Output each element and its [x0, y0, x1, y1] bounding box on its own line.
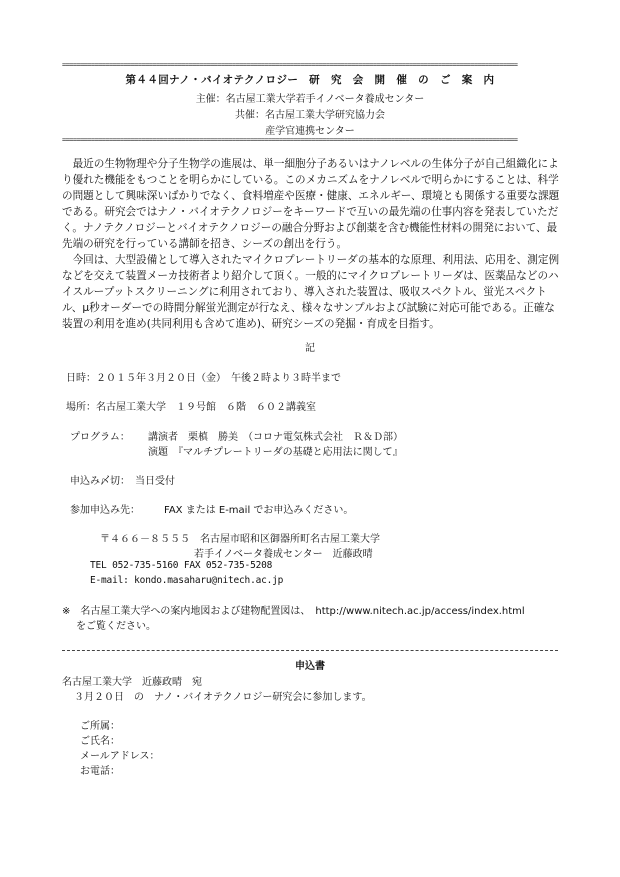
program-label: プログラム：	[70, 432, 130, 443]
office-contact: 若手イノベータ養成センター 近藤政晴	[194, 549, 373, 560]
access-note: ※ 名古屋工業大学への案内地図および建物配置図は、 http://www.nitech.ac.jp/access/index.html	[62, 606, 525, 617]
header-bottom-separator: ==============================================================================================================================	[62, 137, 518, 144]
apply-text: FAX または E-mail でお申込みください。	[164, 505, 354, 516]
form-divider	[62, 650, 558, 651]
field-email: メールアドレス：	[80, 751, 160, 762]
email-address[interactable]: E-mail: kondo.masaharu@nitech.ac.jp	[90, 575, 284, 586]
intro-paragraph-1: 最近の生物物理や分子生物学の進展は、単一細胞分子あるいはナノレベルの生体分子が自己組織化により優れた機能をもつことを明らかにしている。このメカニズムをナノレベルで明らかにすることは、科学の問題として興味深いばかりでなく、食料増産や医療・健康、エネルギー、環境とも関係する重要な課題である。研究会ではナノ・バイオテクノロジーをキーワードで互いの最先端の仕事内容を発表していただく。ナノテクノロジーとバイオテクノロジーの融合分野および創薬を含む機能性材料の開発において、最先端の研究を行っている講師を招き、シーズの創出を行う。	[62, 158, 560, 250]
tel-fax: TEL 052-735-5160 FAX 052-735-5208	[90, 560, 273, 571]
event-datetime: 日時：２０１５年３月２０日（金） 午後２時より３時半まで	[66, 373, 341, 384]
program-speaker: 講演者 栗槙 勝美 （コロナ電気株式会社 Ｒ＆Ｄ部）	[148, 432, 403, 443]
deadline: 申込み〆切： 当日受付	[70, 476, 175, 487]
intro-paragraph-2: 今回は、大型設備として導入されたマイクロプレートリーダの基本的な原理、利用法、応用を、測定例などを交えて装置メーカ技術者より紹介して頂く。一般的にマイクロプレートリーダは、医薬品などのハイスループットスクリーニングに利用されており、導入された装置は、吸収スペクトル、蛍光スペクトル、μ秒オーダーでの時間分解蛍光測定が行なえ、様々なサンプルおよび試験に対応可能である。正確な装置の利用を進め(共同利用も含めて進め)、研究シーズの発掘・育成を目指す。	[62, 254, 560, 330]
form-addressee: 名古屋工業大学 近藤政晴 宛	[62, 677, 202, 688]
field-affiliation: ご所属：	[80, 721, 120, 732]
form-title: 申込書	[295, 661, 325, 672]
host-line: 主催：名古屋工業大学若手イノベータ養成センター	[195, 94, 425, 105]
program-title: 演題 『マルチプレートリーダの基礎と応用法に関して』	[148, 447, 403, 458]
postal-address: 〒４６６－８５５５ 名古屋市昭和区御器所町名古屋工業大学	[100, 534, 380, 545]
ki-heading: 記	[305, 343, 315, 354]
field-name: ご氏名：	[80, 736, 120, 747]
access-note-2: をご覧ください。	[76, 621, 156, 632]
apply-label: 参加申込み先：	[70, 505, 140, 516]
form-statement: ３月２０日 の ナノ・バイオテクノロジー研究会に参加します。	[74, 692, 372, 703]
top-separator: ==============================================================================================================================	[62, 62, 518, 69]
event-place: 場所：名古屋工業大学 １９号館 ６階 ６０２講義室	[66, 402, 316, 413]
cohost-line-2: 産学官連携センター	[265, 126, 355, 137]
intro-text	[62, 156, 562, 332]
field-phone: お電話：	[80, 766, 120, 777]
page-title: 第４４回ナノ・バイオテクノロジー 研 究 会 開 催 の ご 案 内	[125, 74, 495, 86]
cohost-line: 共催：名古屋工業大学研究協力会	[235, 110, 385, 121]
